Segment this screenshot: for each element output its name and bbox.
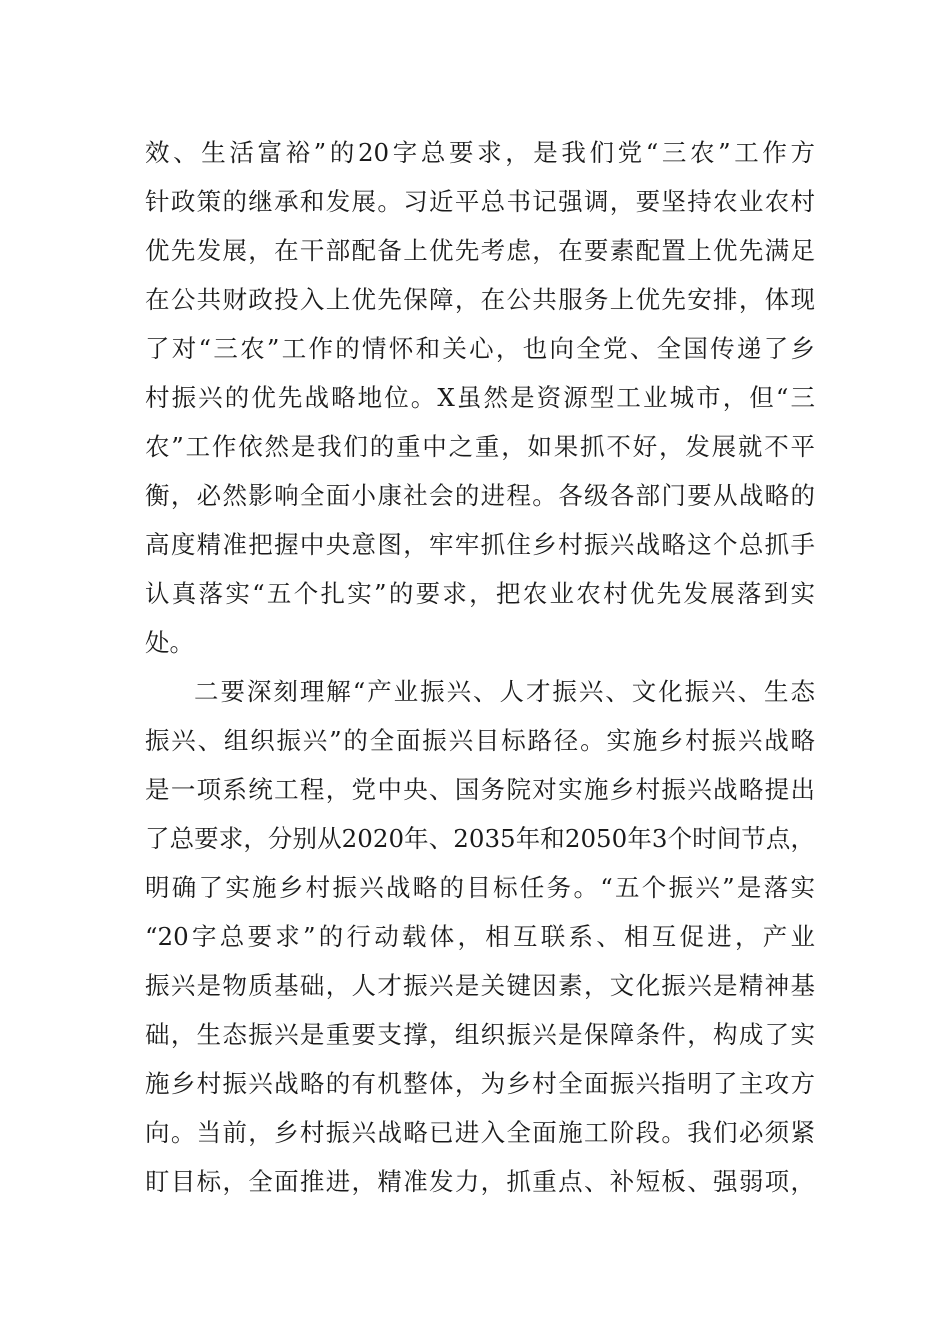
text-line: 效、生活富裕”的20字总要求，是我们党“三农”工作方 [145,138,815,167]
text-line: 在公共财政投入上优先保障，在公共服务上优先安排，体现 [145,285,815,314]
text-line: 明确了实施乡村振兴战略的目标任务。“五个振兴”是落实 [145,873,815,902]
text-line: 二要深刻理解“产业振兴、人才振兴、文化振兴、生态 [194,677,815,706]
text-line: 振兴、组织振兴”的全面振兴目标路径。实施乡村振兴战略 [145,726,815,755]
text-line: “20字总要求”的行动载体，相互联系、相互促进，产业 [145,922,815,951]
text-line: 衡，必然影响全面小康社会的进程。各级各部门要从战略的 [145,481,815,510]
text-line: 施乡村振兴战略的有机整体，为乡村全面振兴指明了主攻方 [145,1069,815,1098]
text-line: 村振兴的优先战略地位。X虽然是资源型工业城市，但“三 [145,383,815,412]
body-text [145,128,815,1206]
paragraph-1 [145,128,815,667]
text-line: 农”工作依然是我们的重中之重，如果抓不好，发展就不平 [145,432,815,461]
text-line: 是一项系统工程，党中央、国务院对实施乡村振兴战略提出 [145,775,815,804]
text-line: 了总要求，分别从2020年、2035年和2050年3个时间节点， [145,824,815,853]
text-line: 础，生态振兴是重要支撑，组织振兴是保障条件，构成了实 [145,1020,815,1049]
text-line: 认真落实“五个扎实”的要求，把农业农村优先发展落到实 [145,579,815,608]
text-line: 了对“三农”工作的情怀和关心，也向全党、全国传递了乡 [145,334,815,363]
paragraph-2 [145,667,815,1206]
text-line: 振兴是物质基础，人才振兴是关键因素，文化振兴是精神基 [145,971,815,1000]
text-line: 盯目标，全面推进，精准发力，抓重点、补短板、强弱项， [145,1167,815,1196]
text-line: 高度精准把握中央意图，牢牢抓住乡村振兴战略这个总抓手 [145,530,815,559]
text-line: 针政策的继承和发展。习近平总书记强调，要坚持农业农村 [145,187,815,216]
text-line: 向。当前，乡村振兴战略已进入全面施工阶段。我们必须紧 [145,1118,815,1147]
text-line: 处。 [145,628,194,657]
text-line: 优先发展，在干部配备上优先考虑，在要素配置上优先满足 [145,236,815,265]
